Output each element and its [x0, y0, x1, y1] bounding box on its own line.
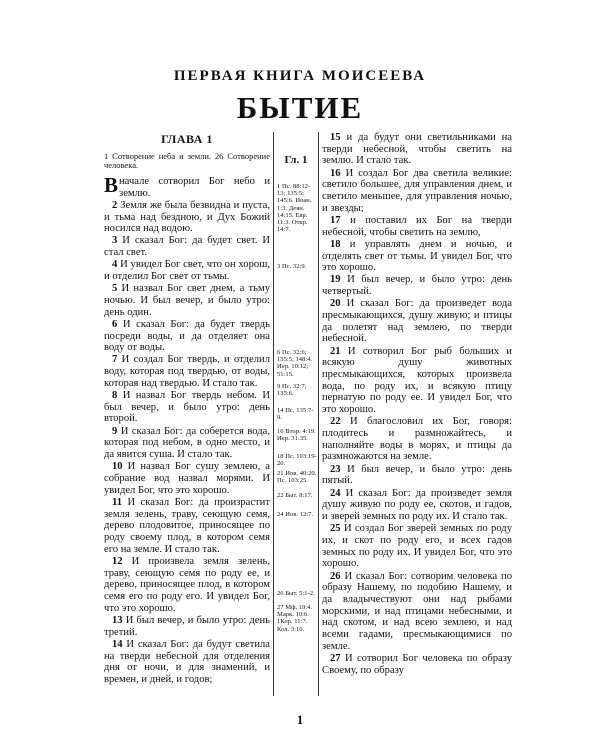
verse-number: 6 [112, 318, 118, 330]
verse [322, 571, 512, 653]
verse-text: И сказал Бог: да будет свет. И стал свет. [104, 235, 270, 259]
verse-number: 5 [112, 283, 118, 295]
book-title: БЫТИЕ [236, 90, 364, 125]
verse [104, 615, 270, 638]
cross-reference: 16 Втор. 4:19. Иер. 31:35. [277, 428, 316, 443]
left-verse-list [104, 172, 271, 686]
cross-reference: 9 Пс. 32:7; 135:6. [277, 383, 307, 398]
verse-number: 20 [330, 298, 341, 310]
verse-text: И сказал Бог: да будут светила на тверди небесной для отделения дня от ночи, и для знамений, и времен, и дней, и годов; [104, 638, 270, 685]
verse-text: И сказал Бог: сотворим человека по образу Нашему, по подобию Нашему, и да владычествуют они над рыбами морскими, и над птицами небесными, и над скотом, и над всею землею, и над всеми гадами, пресмыкающимися по земле. [322, 570, 512, 652]
verse-text: И сказал Бог: да произведет вода пресмыкающихся, душу живую; и птицы да полетят над землею, по тверди небесной. [322, 298, 512, 345]
verse-number: 25 [330, 523, 341, 535]
verse [322, 132, 512, 167]
verse [104, 319, 270, 354]
chapter-summary: 1 Сотворение неба и земли. 26 Сотворение человека. [104, 150, 270, 171]
verse-text: И создал Бог твердь, и отделил воду, которая под твердью, от воды, которая над твердью. И стало так. [104, 354, 271, 389]
verse-text: И назвал Бог сушу землею, а собрание вод назвал морями. И увидел Бог, что это хорошо. [104, 461, 270, 496]
cross-reference: 3 Пс. 32:9. [277, 263, 307, 270]
chapter-heading: ГЛАВА 1 [161, 132, 213, 146]
left-text-column [104, 132, 270, 686]
verse [322, 346, 512, 416]
verse-text: и поставил их Бог на тверди небесной, чтобы светить на землю, [322, 214, 512, 238]
column-divider-left [273, 132, 274, 696]
verse-text: Земля же была безвидна и пуста, и тьма над бездною, и Дух Божий носился над водою. [104, 199, 270, 235]
verse [104, 354, 270, 389]
verse [322, 488, 512, 523]
verse-number: 12 [112, 555, 123, 567]
verse-text: И назвал Бог твердь небом. И был вечер, и было утро: день второй. [104, 390, 270, 425]
verse-number: 9 [112, 425, 118, 437]
cross-reference: 14 Пс. 135:7-9. [277, 407, 314, 422]
cross-reference: 26 Быт. 5:1-2. [277, 590, 315, 597]
verse-number: 18 [330, 238, 341, 250]
verse-text: И сказал Бог: да произрастит земля зелень, траву, сеющую семя, дерево плодовитое, приносящее по роду своему плод, в котором семя его на земле. И стало так. [104, 496, 270, 555]
verse-number: 13 [112, 614, 123, 626]
verse [322, 298, 512, 345]
verse-number: 23 [330, 463, 341, 475]
verse-number: 24 [330, 487, 341, 499]
verse-number: 16 [330, 167, 341, 179]
verse [104, 235, 270, 258]
cross-reference: 1 Пс. 88:12-13; 135:5; 145:6. Иоан. 1:3. Деян. 14:15. Евр. 11:3. Откр. 14:7. [277, 183, 312, 234]
verse [322, 464, 512, 487]
verse-text: и управлять днем и ночью, и отделять свет от тьмы. И увидел Бог, что это хорошо. [322, 238, 513, 274]
verse [104, 259, 270, 282]
verse-number: 21 [330, 345, 341, 357]
running-title: ПЕРВАЯ КНИГА МОИСЕЕВА [173, 68, 427, 84]
cross-reference: 24 Иов. 12:7. [277, 511, 314, 518]
verse [104, 556, 270, 615]
verse-number: 26 [330, 570, 341, 582]
verse-text: И увидел Бог свет, что он хорош, и отделил Бог свет от тьмы. [104, 259, 271, 283]
right-verse-list [322, 132, 512, 676]
verse-text: И благословил их Бог, говоря: плодитесь и размножайтесь, и наполняйте воды в морях, и птицы да размножаются на земле. [322, 416, 513, 463]
verse-text: И создал Бог зверей земных по роду их, и скот по роду его, и всех гадов земных по роду их. И увидел Бог, что это хорошо. [322, 523, 512, 570]
verse-text: начале сотворил Бог небо и землю. [119, 175, 270, 199]
verse-number: 19 [330, 274, 341, 286]
verse [104, 639, 270, 686]
verse-number: 14 [112, 638, 123, 650]
verse-text: И сказал Бог: да будет твердь посреди воды, и да отделяет она воду от воды. [104, 318, 270, 354]
verse [322, 168, 512, 215]
verse-text: И сказал Бог: да произведет земля душу живую по роду ее, скотов, и гадов, и зверей земных по роду их. И стало так. [322, 487, 512, 522]
verse-number: 7 [112, 354, 118, 366]
cross-reference: 22 Быт. 8:17. [277, 492, 313, 499]
verse [104, 283, 270, 318]
verse-text: И был вечер, и было утро: день третий. [104, 614, 270, 638]
verse [104, 461, 270, 496]
cross-reference: 27 Мф. 19:4. Марк. 10:6. 1Кор. 11:7. Кол. 3:10. [277, 604, 313, 633]
verse-text: И сказал Бог: да соберется вода, которая под небом, в одно место, и да явится суша. И стало так. [104, 425, 270, 461]
verse [104, 200, 270, 235]
verse-number: 3 [112, 235, 118, 247]
verse-number: 4 [112, 259, 118, 271]
verse [322, 274, 512, 297]
verse [104, 497, 270, 556]
verse-number: 8 [112, 390, 118, 402]
verse-text: И сотворил Бог человека по образу Своему, по образу [322, 652, 512, 676]
verse-number: 17 [330, 214, 341, 226]
verse-text: и да будут они светильниками на тверди небесной, чтобы светить на землю. И стало так. [322, 132, 512, 167]
verse-number: 11 [112, 496, 123, 508]
verse [322, 239, 512, 274]
verse-text: И был вечер, и было утро: день четвертый. [322, 274, 512, 298]
verse-text: И создал Бог два светила великие: светило большее, для управления днем, и светило меньшее, для управления ночью, и звезды; [322, 167, 512, 214]
verse [104, 390, 270, 425]
right-text-column [322, 132, 512, 677]
chapter-reference-label: Гл. 1 [284, 154, 308, 166]
verse [104, 172, 270, 199]
verse-text: И произвела земля зелень, траву, сеющую семя по роду ее, и дерево, приносящее плод, в котором семя его по роду его. И увидел Бог, что это хорошо. [104, 555, 270, 614]
verse [104, 426, 270, 461]
drop-cap: В [104, 172, 119, 197]
cross-reference: 6 Пс. 32:6; 135:5; 148:4. Иер. 10:12; 51:15. [277, 349, 313, 378]
verse-text: И был вечер, и было утро: день пятый. [322, 463, 512, 487]
verse [322, 215, 512, 238]
verse-number: 2 [112, 199, 118, 211]
cross-reference: 18 Пс. 103:19-20. [277, 453, 317, 468]
page-number: 1 [296, 712, 304, 727]
verse [322, 523, 512, 570]
verse [322, 416, 512, 463]
verse-number: 27 [330, 652, 341, 664]
column-divider-right [318, 132, 319, 696]
verse-number: 22 [330, 416, 341, 428]
cross-reference: 21 Иов. 40:20. Пс. 103:25. [277, 470, 317, 485]
verse-number: 10 [112, 461, 123, 473]
verse-text: И назвал Бог свет днем, а тьму ночью. И был вечер, и было утро: день один. [104, 283, 270, 318]
verse-number: 15 [330, 132, 341, 143]
verse [322, 653, 512, 676]
verse-text: И сотворил Бог рыб больших и всякую душу животных пресмыкающихся, которых произвела вода, по роду их, и всякую птицу пернатую по роду ее. И увидел Бог, что это хорошо. [322, 345, 512, 416]
